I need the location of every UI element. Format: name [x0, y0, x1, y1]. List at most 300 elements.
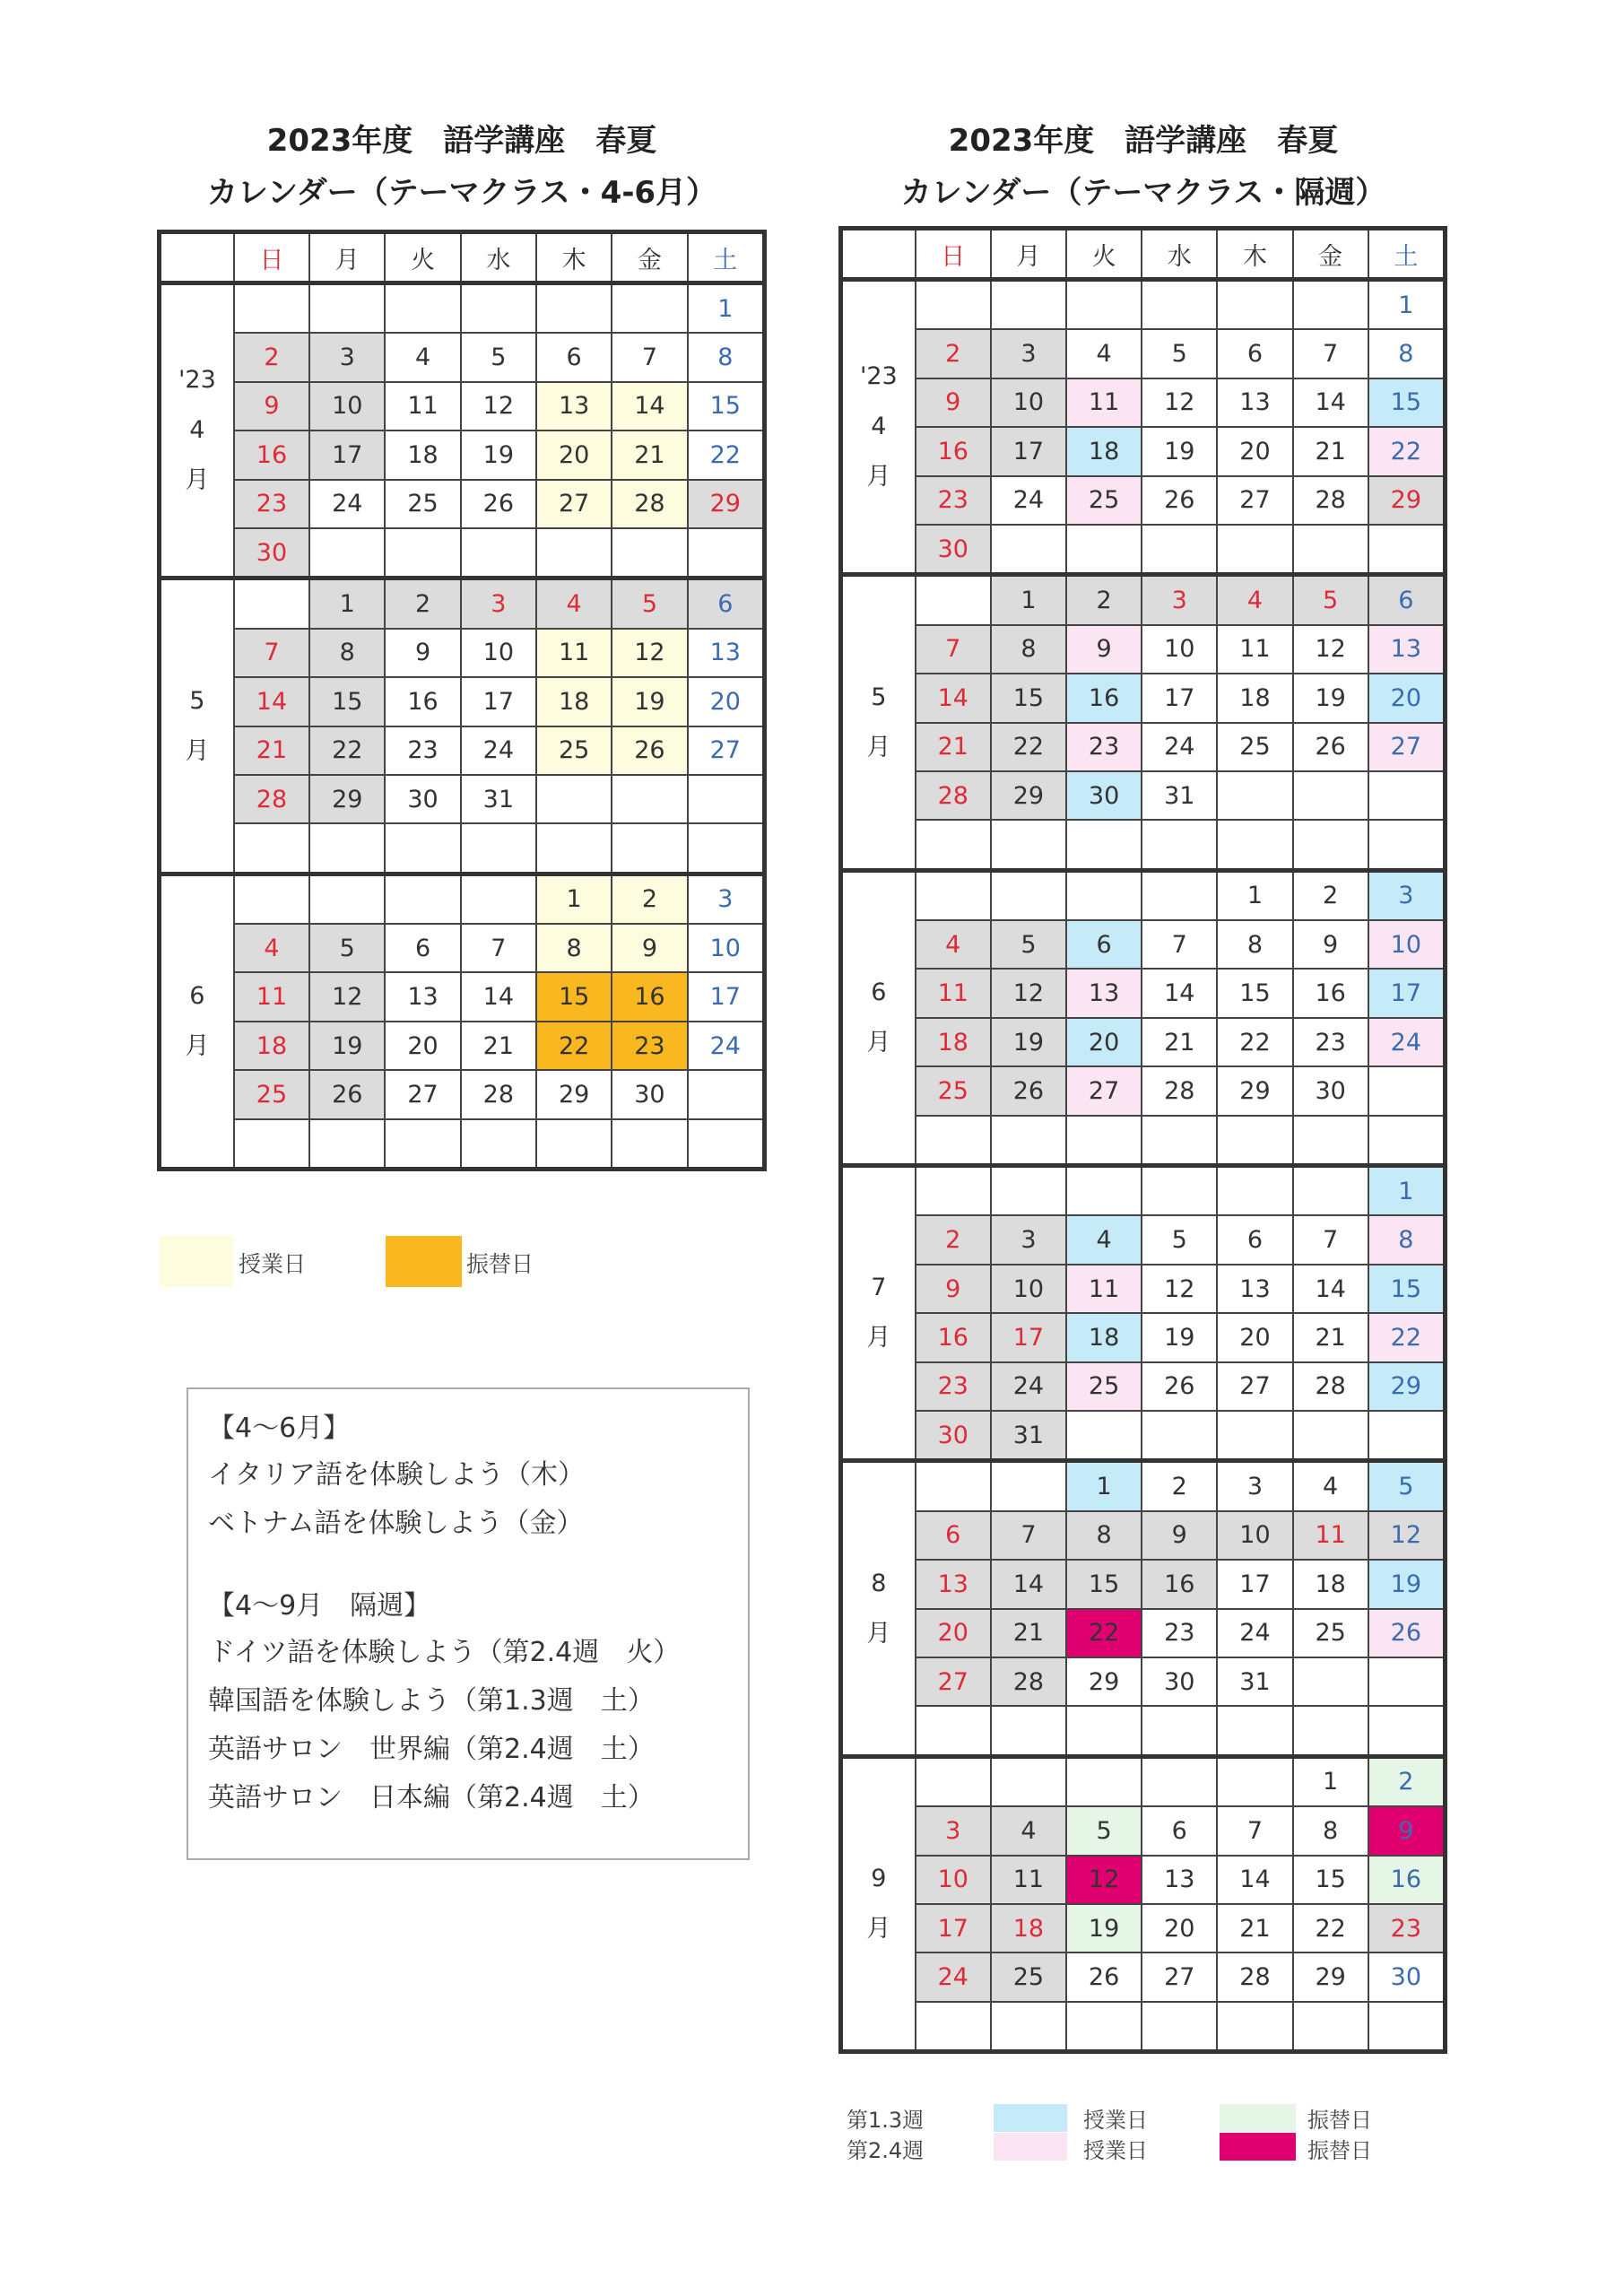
empty-cell [536, 528, 612, 578]
week-row [841, 1066, 1446, 1115]
day-cell: 27 [385, 1070, 460, 1118]
day-cell: 18 [385, 430, 460, 479]
day-cell: 11 [385, 382, 460, 430]
left-calendar-title [135, 115, 789, 219]
day-cell: 22 [1368, 427, 1446, 475]
empty-cell [1066, 525, 1142, 575]
day-cell: 15 [1066, 1560, 1142, 1608]
empty-cell [385, 283, 460, 334]
empty-cell [1142, 1116, 1217, 1166]
day-cell: 13 [1142, 1856, 1217, 1904]
empty-cell [461, 1119, 536, 1170]
week-row [160, 972, 765, 1021]
week-row [841, 1806, 1446, 1855]
empty-cell [385, 528, 460, 578]
empty-cell [1066, 1706, 1142, 1756]
day-cell: 2 [916, 1215, 991, 1264]
day-cell: 27 [1066, 1066, 1142, 1115]
month-label-line: 7 [871, 1274, 887, 1302]
month-label-line: 月 [185, 736, 210, 765]
day-cell: 10 [1217, 1511, 1292, 1560]
day-cell: 1 [991, 575, 1066, 625]
week24-makeup-day-label: 振替日 [1307, 2138, 1372, 2163]
day-cell: 31 [461, 775, 536, 823]
week-row [160, 1119, 765, 1170]
day-cell: 11 [991, 1856, 1066, 1904]
day-cell: 7 [461, 924, 536, 972]
week-row [841, 1706, 1446, 1756]
day-cell: 22 [1368, 1313, 1446, 1361]
empty-cell [688, 1119, 765, 1170]
day-cell: 16 [1368, 1856, 1446, 1904]
weekday-header: 日 [234, 232, 309, 283]
empty-cell [536, 283, 612, 334]
week-row [841, 427, 1446, 475]
day-cell: 18 [1217, 674, 1292, 722]
day-cell: 13 [1066, 969, 1142, 1017]
day-cell: 20 [1142, 1904, 1217, 1952]
weekday-header: 水 [461, 232, 536, 283]
empty-cell [1293, 771, 1368, 820]
day-cell: 17 [991, 427, 1066, 475]
day-cell: 8 [536, 924, 612, 972]
day-cell: 14 [612, 382, 687, 430]
month-label-line: 月 [866, 1619, 891, 1648]
month-block [160, 578, 765, 874]
month-label-line: 6 [189, 981, 205, 1010]
day-cell: 3 [1368, 870, 1446, 920]
empty-cell [916, 1756, 991, 1806]
weekday-header: 土 [688, 232, 765, 283]
week-row [841, 1018, 1446, 1066]
empty-cell [234, 874, 309, 924]
week24-class-day-swatch [994, 2133, 1067, 2161]
day-cell: 17 [1217, 1560, 1292, 1608]
empty-cell [1066, 2002, 1142, 2052]
day-cell: 3 [1217, 1461, 1292, 1511]
day-cell: 27 [1368, 723, 1446, 771]
day-cell: 5 [1066, 1806, 1142, 1855]
empty-cell [1142, 1411, 1217, 1461]
day-cell: 15 [1293, 1856, 1368, 1904]
empty-cell [991, 1116, 1066, 1166]
week-row [841, 525, 1446, 575]
day-cell: 14 [1217, 1856, 1292, 1904]
empty-cell [461, 874, 536, 924]
day-cell: 21 [234, 726, 309, 775]
empty-cell [916, 820, 991, 870]
weekday-header: 金 [612, 232, 687, 283]
day-cell: 19 [461, 430, 536, 479]
day-cell: 10 [991, 1265, 1066, 1313]
day-cell: 4 [1066, 329, 1142, 378]
day-cell: 5 [1368, 1461, 1446, 1511]
empty-cell [1142, 1166, 1217, 1216]
empty-cell [612, 823, 687, 874]
day-cell: 25 [916, 1066, 991, 1115]
week-row [841, 1560, 1446, 1608]
day-cell: 2 [1293, 870, 1368, 920]
day-cell: 19 [612, 677, 687, 726]
month-block [841, 280, 1446, 575]
day-cell: 16 [234, 430, 309, 479]
day-cell: 3 [1142, 575, 1217, 625]
day-cell: 12 [309, 972, 385, 1021]
empty-cell [1066, 1116, 1142, 1166]
week24-class-day-label: 授業日 [1083, 2138, 1148, 2163]
day-cell: 9 [1368, 1806, 1446, 1855]
day-cell: 26 [1293, 723, 1368, 771]
day-cell: 8 [309, 629, 385, 677]
day-cell: 17 [1142, 674, 1217, 722]
empty-cell [991, 1756, 1066, 1806]
week-row [841, 1657, 1446, 1706]
day-cell: 16 [1066, 674, 1142, 722]
day-cell: 27 [1217, 476, 1292, 525]
makeup-day-swatch [386, 1236, 462, 1287]
day-cell: 1 [1066, 1461, 1142, 1511]
empty-cell [1293, 820, 1368, 870]
month-block [160, 874, 765, 1169]
day-cell: 6 [688, 578, 765, 629]
day-cell: 11 [234, 972, 309, 1021]
week13-makeup-day-swatch [1220, 2104, 1296, 2132]
class-day-legend-label: 授業日 [239, 1251, 307, 1277]
day-cell: 23 [1142, 1609, 1217, 1657]
day-cell: 22 [536, 1022, 612, 1070]
empty-cell [1142, 870, 1217, 920]
day-cell: 22 [991, 723, 1066, 771]
day-cell: 21 [991, 1609, 1066, 1657]
empty-cell [536, 823, 612, 874]
empty-cell [612, 1119, 687, 1170]
empty-cell [1066, 1166, 1142, 1216]
empty-cell [688, 823, 765, 874]
month-block [841, 1756, 1446, 2051]
day-cell: 24 [916, 1952, 991, 2001]
day-cell: 11 [1293, 1511, 1368, 1560]
left-title-line2: カレンダー（テーマクラス・4-6月） [206, 175, 717, 211]
day-cell: 14 [234, 677, 309, 726]
day-cell: 25 [1217, 723, 1292, 771]
week-row [841, 674, 1446, 722]
week-row [841, 280, 1446, 330]
day-cell: 2 [1142, 1461, 1217, 1511]
day-cell: 6 [1368, 575, 1446, 625]
day-cell: 21 [1293, 427, 1368, 475]
day-cell: 15 [1368, 1265, 1446, 1313]
week-row [160, 578, 765, 629]
weekday-header: 火 [385, 232, 460, 283]
month-label [841, 575, 916, 870]
day-cell: 6 [1217, 1215, 1292, 1264]
empty-cell [1217, 1706, 1292, 1756]
day-cell: 5 [612, 578, 687, 629]
empty-cell [916, 280, 991, 330]
day-cell: 26 [1142, 476, 1217, 525]
month-label-line: 4 [871, 413, 887, 441]
month-block [841, 1461, 1446, 1756]
day-cell: 24 [1217, 1609, 1292, 1657]
day-cell: 30 [1142, 1657, 1217, 1706]
empty-cell [916, 1706, 991, 1756]
day-cell: 25 [1293, 1609, 1368, 1657]
day-cell: 10 [916, 1856, 991, 1904]
empty-cell [612, 528, 687, 578]
day-cell: 7 [991, 1511, 1066, 1560]
day-cell: 24 [1368, 1018, 1446, 1066]
month-label-line: 月 [185, 466, 210, 495]
day-cell: 4 [385, 333, 460, 381]
day-cell: 13 [1217, 378, 1292, 427]
day-cell: 17 [1368, 969, 1446, 1017]
day-cell: 27 [536, 480, 612, 528]
day-cell: 13 [916, 1560, 991, 1608]
empty-cell [1066, 820, 1142, 870]
right-calendar [838, 226, 1447, 2054]
day-cell: 16 [916, 1313, 991, 1361]
day-cell: 17 [309, 430, 385, 479]
empty-cell [916, 870, 991, 920]
day-cell: 7 [1293, 1215, 1368, 1264]
day-cell: 24 [688, 1022, 765, 1070]
day-cell: 26 [1142, 1362, 1217, 1411]
day-cell: 30 [1066, 771, 1142, 820]
empty-cell [536, 1119, 612, 1170]
month-label [160, 578, 234, 874]
empty-cell [916, 575, 991, 625]
day-cell: 31 [1142, 771, 1217, 820]
day-cell: 22 [1066, 1609, 1142, 1657]
day-cell: 20 [536, 430, 612, 479]
day-cell: 23 [1293, 1018, 1368, 1066]
day-cell: 13 [385, 972, 460, 1021]
day-cell: 13 [1368, 625, 1446, 674]
empty-cell [1368, 525, 1446, 575]
empty-cell [1217, 525, 1292, 575]
empty-cell [991, 820, 1066, 870]
day-cell: 5 [991, 920, 1066, 969]
week-row [841, 1116, 1446, 1166]
empty-cell [1293, 280, 1368, 330]
day-cell: 5 [1293, 575, 1368, 625]
day-cell: 3 [991, 329, 1066, 378]
day-cell: 25 [991, 1952, 1066, 2001]
empty-cell [1217, 1756, 1292, 1806]
day-cell: 17 [688, 972, 765, 1021]
week-row [841, 1904, 1446, 1952]
header-corner [841, 229, 916, 280]
month-label-line: 月 [866, 1028, 891, 1057]
weekday-header: 日 [916, 229, 991, 280]
header-corner [160, 232, 234, 283]
day-cell: 4 [1066, 1215, 1142, 1264]
day-cell: 15 [991, 674, 1066, 722]
day-cell: 6 [1142, 1806, 1217, 1855]
month-label-line: 月 [866, 1914, 891, 1943]
day-cell: 28 [234, 775, 309, 823]
month-label-line: '23 [859, 362, 898, 391]
day-cell: 16 [1142, 1560, 1217, 1608]
week24-makeup-day-swatch [1220, 2133, 1296, 2161]
empty-cell [1217, 2002, 1292, 2052]
day-cell: 12 [1142, 378, 1217, 427]
left-calendar [157, 230, 767, 1171]
day-cell: 6 [1217, 329, 1292, 378]
day-cell: 19 [1142, 427, 1217, 475]
day-cell: 7 [916, 625, 991, 674]
day-cell: 20 [1217, 1313, 1292, 1361]
empty-cell [1217, 1411, 1292, 1461]
day-cell: 23 [385, 726, 460, 775]
day-cell: 2 [385, 578, 460, 629]
day-cell: 5 [1142, 329, 1217, 378]
empty-cell [612, 775, 687, 823]
empty-cell [1066, 870, 1142, 920]
month-label-line: 月 [185, 1031, 210, 1060]
day-cell: 3 [309, 333, 385, 381]
week-row [841, 870, 1446, 920]
week-row [841, 1362, 1446, 1411]
week-row [160, 629, 765, 677]
empty-cell [1368, 1066, 1446, 1115]
week-row [841, 476, 1446, 525]
note-vietnamese: ベトナム語を体験しよう（金） [208, 1508, 584, 1539]
day-cell: 8 [688, 333, 765, 381]
week-row [841, 723, 1446, 771]
day-cell: 9 [612, 924, 687, 972]
week-row [841, 1856, 1446, 1904]
week-row [160, 528, 765, 578]
empty-cell [916, 1461, 991, 1511]
note-english-japan: 英語サロン 日本編（第2.4週 土） [208, 1782, 655, 1813]
day-cell: 4 [1293, 1461, 1368, 1511]
day-cell: 14 [1293, 378, 1368, 427]
day-cell: 16 [385, 677, 460, 726]
month-label [841, 1166, 916, 1461]
notes-heading-apr-sep: 【4〜9月 隔週】 [208, 1590, 431, 1622]
week13-class-day-swatch [994, 2104, 1067, 2132]
empty-cell [688, 528, 765, 578]
month-label [160, 874, 234, 1169]
day-cell: 24 [991, 476, 1066, 525]
week-row [841, 378, 1446, 427]
day-cell: 17 [991, 1313, 1066, 1361]
day-cell: 5 [1142, 1215, 1217, 1264]
course-notes-box [187, 1387, 750, 1860]
month-label-line: 月 [866, 463, 891, 491]
day-cell: 7 [1217, 1806, 1292, 1855]
day-cell: 23 [612, 1022, 687, 1070]
day-cell: 20 [1368, 674, 1446, 722]
week-row [841, 1265, 1446, 1313]
day-cell: 17 [461, 677, 536, 726]
day-cell: 18 [1293, 1560, 1368, 1608]
day-cell: 14 [1142, 969, 1217, 1017]
week-row [160, 430, 765, 479]
day-cell: 27 [1217, 1362, 1292, 1411]
week-row [841, 575, 1446, 625]
day-cell: 9 [1142, 1511, 1217, 1560]
weekday-header: 月 [309, 232, 385, 283]
month-label-line: '23 [178, 366, 216, 395]
day-cell: 29 [536, 1070, 612, 1118]
day-cell: 6 [385, 924, 460, 972]
day-cell: 12 [1293, 625, 1368, 674]
week-row [841, 1313, 1446, 1361]
day-cell: 16 [612, 972, 687, 1021]
day-cell: 25 [385, 480, 460, 528]
empty-cell [1066, 280, 1142, 330]
empty-cell [1217, 280, 1292, 330]
day-cell: 12 [461, 382, 536, 430]
month-block [160, 283, 765, 578]
month-block [841, 870, 1446, 1165]
day-cell: 4 [234, 924, 309, 972]
empty-cell [1066, 1411, 1142, 1461]
empty-cell [1066, 1756, 1142, 1806]
empty-cell [385, 1119, 460, 1170]
day-cell: 19 [991, 1018, 1066, 1066]
weekday-header: 木 [1217, 229, 1292, 280]
weekday-header: 水 [1142, 229, 1217, 280]
empty-cell [991, 525, 1066, 575]
day-cell: 23 [916, 1362, 991, 1411]
day-cell: 8 [1368, 1215, 1446, 1264]
day-cell: 23 [1066, 723, 1142, 771]
empty-cell [916, 1116, 991, 1166]
day-cell: 20 [385, 1022, 460, 1070]
week-row [160, 283, 765, 334]
empty-cell [385, 823, 460, 874]
day-cell: 6 [916, 1511, 991, 1560]
day-cell: 29 [1368, 476, 1446, 525]
day-cell: 9 [916, 1265, 991, 1313]
day-cell: 29 [1217, 1066, 1292, 1115]
day-cell: 28 [916, 771, 991, 820]
day-cell: 30 [1293, 1066, 1368, 1115]
day-cell: 6 [536, 333, 612, 381]
day-cell: 26 [612, 726, 687, 775]
day-cell: 18 [1066, 427, 1142, 475]
week-row [160, 775, 765, 823]
empty-cell [1293, 1116, 1368, 1166]
left-title-line1: 2023年度 語学講座 春夏 [266, 123, 657, 159]
day-cell: 22 [309, 726, 385, 775]
empty-cell [612, 283, 687, 334]
empty-cell [1217, 1166, 1292, 1216]
week-row [841, 820, 1446, 870]
week13-class-day-label: 授業日 [1083, 2108, 1148, 2133]
empty-cell [1368, 1411, 1446, 1461]
week-row [160, 382, 765, 430]
empty-cell [1368, 1116, 1446, 1166]
note-italian: イタリア語を体験しよう（木） [208, 1459, 585, 1491]
week-row [160, 677, 765, 726]
day-cell: 28 [1293, 1362, 1368, 1411]
empty-cell [461, 528, 536, 578]
day-cell: 20 [688, 677, 765, 726]
day-cell: 7 [612, 333, 687, 381]
day-cell: 22 [688, 430, 765, 479]
day-cell: 16 [916, 427, 991, 475]
empty-cell [688, 775, 765, 823]
week-row [841, 1609, 1446, 1657]
day-cell: 15 [1217, 969, 1292, 1017]
day-cell: 10 [1368, 920, 1446, 969]
day-cell: 28 [612, 480, 687, 528]
empty-cell [916, 2002, 991, 2052]
